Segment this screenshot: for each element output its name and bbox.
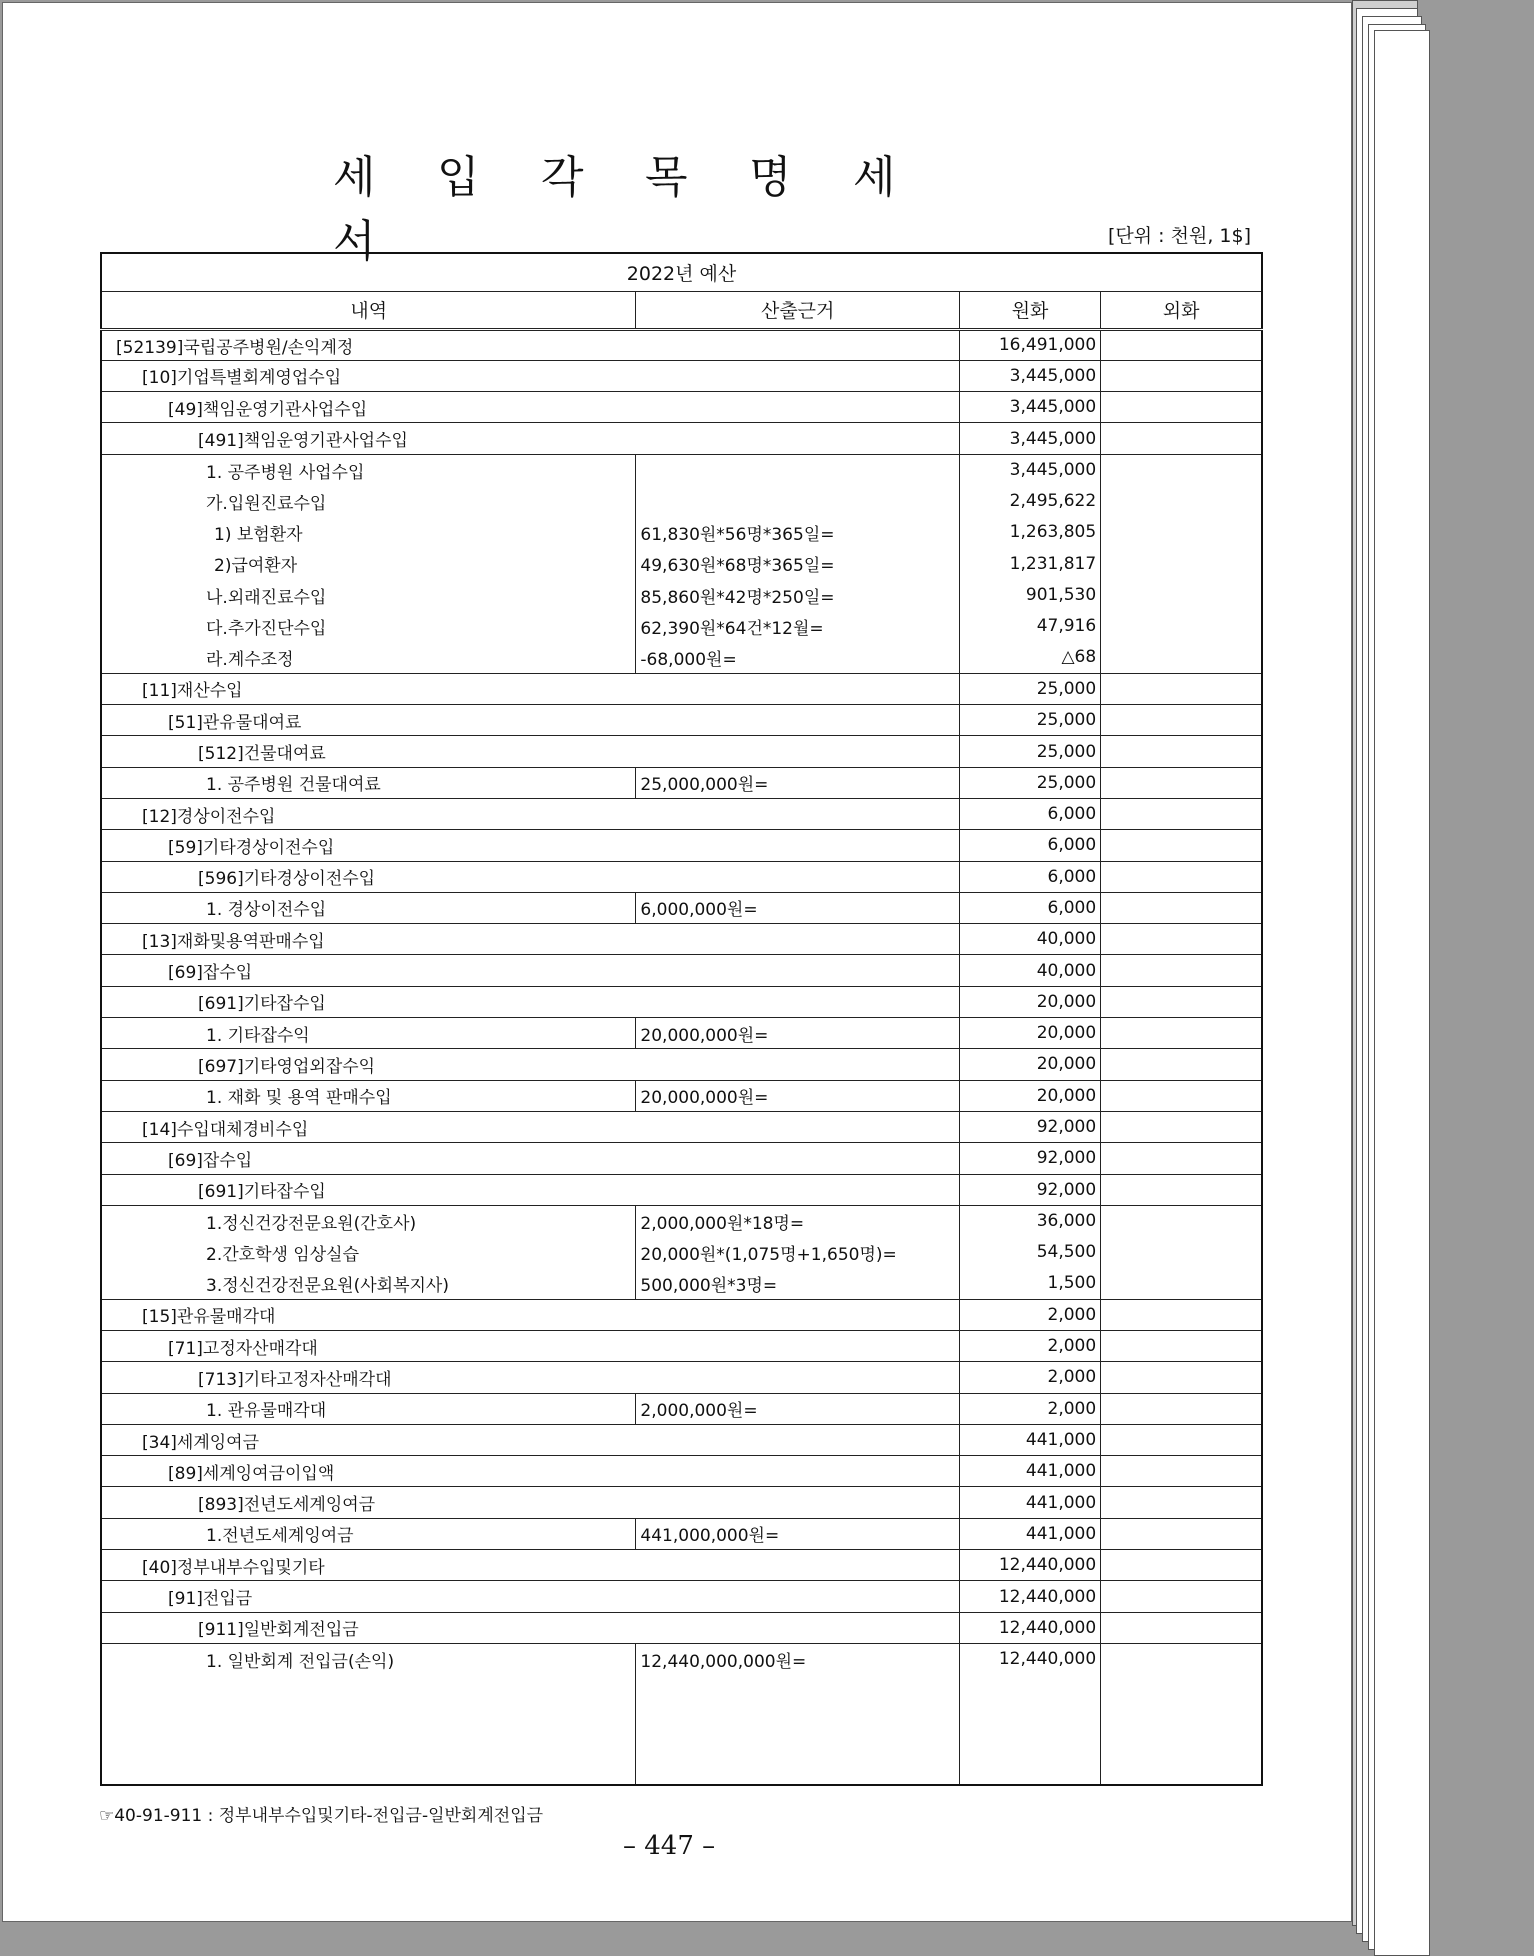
row-foreign [1101,1018,1262,1049]
table-row [101,892,1262,923]
row-krw: 441,000 [959,1424,1100,1455]
row-description: [49]책임운영기관사업수입 [101,392,959,423]
row-description: [14]수입대체경비수입 [101,1111,959,1142]
title-char: 세 [853,152,896,203]
row-foreign [1101,423,1262,454]
title-char: 명 [749,152,792,203]
row-foreign [1101,1268,1262,1299]
row-basis: 441,000,000원= [636,1518,960,1549]
row-basis: 61,830원*56명*365일= [636,517,960,548]
row-foreign [1101,579,1262,610]
row-description: [12]경상이전수입 [101,798,959,829]
row-foreign [1101,1111,1262,1142]
row-krw: 25,000 [959,673,1100,704]
table-row [101,1111,1262,1142]
table-row [101,673,1262,704]
table-row [101,423,1262,454]
row-krw: 20,000 [959,1018,1100,1049]
row-krw: 92,000 [959,1174,1100,1205]
row-basis [636,454,960,485]
table-row [101,517,1262,548]
row-foreign [1101,1581,1262,1612]
table-row [101,1299,1262,1330]
row-foreign [1101,360,1262,391]
table-row [101,485,1262,516]
row-krw: 36,000 [959,1205,1100,1236]
table-row [101,861,1262,892]
row-description: [15]관유물매각대 [101,1299,959,1330]
row-description: 1. 일반회계 전입금(손익) [101,1643,636,1674]
row-krw: 54,500 [959,1237,1100,1268]
row-foreign [1101,705,1262,736]
table-row [101,1643,1262,1674]
table-row [101,548,1262,579]
empty-cell [1101,1675,1262,1785]
row-krw: 6,000 [959,892,1100,923]
row-description: 2.간호학생 임상실습 [101,1237,636,1268]
row-description: 2)급여환자 [101,548,636,579]
row-foreign [1101,1487,1262,1518]
table-row [101,736,1262,767]
row-foreign [1101,1550,1262,1581]
row-krw: 1,500 [959,1268,1100,1299]
row-foreign [1101,673,1262,704]
row-krw: 25,000 [959,767,1100,798]
row-krw: 2,000 [959,1393,1100,1424]
row-basis [636,485,960,516]
header-foreign: 외화 [1101,291,1262,329]
row-description: [69]잡수입 [101,1143,959,1174]
row-krw: 3,445,000 [959,392,1100,423]
row-foreign [1101,517,1262,548]
row-foreign [1101,924,1262,955]
row-description: [893]전년도세계잉여금 [101,1487,959,1518]
row-description: [691]기타잡수입 [101,1174,959,1205]
row-krw: 16,491,000 [959,329,1100,360]
row-foreign [1101,798,1262,829]
table-row [101,955,1262,986]
budget-table [100,252,1263,1786]
row-description: 다.추가진단수입 [101,611,636,642]
row-description: [512]건물대여료 [101,736,959,767]
table-row [101,705,1262,736]
row-foreign [1101,1049,1262,1080]
table-row [101,1518,1262,1549]
row-krw: 441,000 [959,1487,1100,1518]
group-header: 2022년 예산 [101,253,1262,291]
row-foreign [1101,1612,1262,1643]
row-description: [59]기타경상이전수입 [101,830,959,861]
unit-label: [단위 : 천원, 1$] [1108,225,1251,247]
table-row [101,1174,1262,1205]
empty-cell [636,1675,960,1785]
title-char: 세 [333,152,376,203]
row-foreign [1101,1362,1262,1393]
row-foreign [1101,1080,1262,1111]
table-row [101,360,1262,391]
row-description: [71]고정자산매각대 [101,1331,959,1362]
title-char: 각 [541,152,584,203]
table-row [101,579,1262,610]
row-description: [52139]국립공주병원/손익계정 [101,329,959,360]
row-krw: 40,000 [959,955,1100,986]
row-foreign [1101,861,1262,892]
row-description: [10]기업특별회계영업수입 [101,360,959,391]
row-description: [911]일반회계전입금 [101,1612,959,1643]
row-foreign [1101,1205,1262,1236]
row-krw: 92,000 [959,1143,1100,1174]
table-row [101,1331,1262,1362]
table-filler-row [101,1675,1262,1785]
row-description: 3.정신건강전문요원(사회복지사) [101,1268,636,1299]
row-foreign [1101,1174,1262,1205]
table-row [101,924,1262,955]
row-basis: 62,390원*64건*12월= [636,611,960,642]
row-basis: 20,000,000원= [636,1018,960,1049]
table-row [101,1237,1262,1268]
table-row [101,454,1262,485]
table-row [101,1143,1262,1174]
row-krw: 47,916 [959,611,1100,642]
row-foreign [1101,1237,1262,1268]
row-krw: 2,000 [959,1331,1100,1362]
row-description: [51]관유물대여료 [101,705,959,736]
table-row [101,1581,1262,1612]
row-basis: 49,630원*68명*365일= [636,548,960,579]
row-krw: 901,530 [959,579,1100,610]
row-description: 1. 공주병원 사업수입 [101,454,636,485]
row-description: 가.입원진료수입 [101,485,636,516]
row-krw: 3,445,000 [959,423,1100,454]
row-krw: 25,000 [959,736,1100,767]
table-row [101,611,1262,642]
row-krw: 20,000 [959,1049,1100,1080]
row-krw: 40,000 [959,924,1100,955]
row-description: 1. 공주병원 건물대여료 [101,767,636,798]
header-description: 내역 [101,291,636,329]
row-krw: △68 [959,642,1100,673]
row-foreign [1101,329,1262,360]
table-row [101,1205,1262,1236]
empty-cell [959,1675,1100,1785]
row-krw: 6,000 [959,830,1100,861]
table-row [101,1268,1262,1299]
row-description: 1.정신건강전문요원(간호사) [101,1205,636,1236]
row-basis: 20,000원*(1,075명+1,650명)= [636,1237,960,1268]
row-basis: 500,000원*3명= [636,1268,960,1299]
row-krw: 3,445,000 [959,454,1100,485]
row-krw: 20,000 [959,986,1100,1017]
row-foreign [1101,892,1262,923]
row-description: [691]기타잡수입 [101,986,959,1017]
header-krw: 원화 [959,291,1100,329]
row-krw: 6,000 [959,798,1100,829]
row-description: [91]전입금 [101,1581,959,1612]
row-basis: 12,440,000,000원= [636,1643,960,1674]
row-krw: 1,231,817 [959,548,1100,579]
table-row [101,1362,1262,1393]
row-krw: 2,495,622 [959,485,1100,516]
row-krw: 12,440,000 [959,1550,1100,1581]
row-foreign [1101,548,1262,579]
row-krw: 12,440,000 [959,1581,1100,1612]
row-krw: 6,000 [959,861,1100,892]
row-description: [69]잡수입 [101,955,959,986]
row-krw: 441,000 [959,1518,1100,1549]
table-row [101,1456,1262,1487]
page-number: – 447 – [623,1831,716,1861]
page-title [333,141,1033,269]
row-foreign [1101,1456,1262,1487]
row-description: [34]세계잉여금 [101,1424,959,1455]
row-krw: 2,000 [959,1299,1100,1330]
title-char: 서 [333,216,376,267]
row-description: [596]기타경상이전수입 [101,861,959,892]
row-krw: 2,000 [959,1362,1100,1393]
row-foreign [1101,485,1262,516]
row-description: [491]책임운영기관사업수입 [101,423,959,454]
table-row [101,1612,1262,1643]
row-foreign [1101,830,1262,861]
row-foreign [1101,1299,1262,1330]
row-foreign [1101,611,1262,642]
table-row [101,798,1262,829]
table-row [101,329,1262,360]
row-foreign [1101,1424,1262,1455]
row-basis: -68,000원= [636,642,960,673]
footnote: ☞40-91-911 : 정부내부수입및기타-전입금-일반회계전입금 [99,1806,544,1826]
table-row [101,642,1262,673]
title-char: 목 [645,152,688,203]
table-row [101,1080,1262,1111]
row-krw: 20,000 [959,1080,1100,1111]
table-row [101,392,1262,423]
row-description: 1. 기타잡수익 [101,1018,636,1049]
table-row [101,1550,1262,1581]
row-description: 1. 관유물매각대 [101,1393,636,1424]
page-edge [1374,30,1430,1956]
row-basis: 6,000,000원= [636,892,960,923]
header-basis: 산출근거 [636,291,960,329]
row-krw: 1,263,805 [959,517,1100,548]
table-row [101,1424,1262,1455]
row-krw: 3,445,000 [959,360,1100,391]
row-basis: 85,860원*42명*250일= [636,579,960,610]
row-foreign [1101,392,1262,423]
row-description: [89]세계잉여금이입액 [101,1456,959,1487]
row-foreign [1101,767,1262,798]
title-char: 입 [437,152,480,203]
row-description: [40]정부내부수입및기타 [101,1550,959,1581]
row-foreign [1101,1393,1262,1424]
row-foreign [1101,736,1262,767]
row-description: 나.외래진료수입 [101,579,636,610]
page-stack-edges [1352,0,1534,1926]
row-description: 1.전년도세계잉여금 [101,1518,636,1549]
row-description: [11]재산수입 [101,673,959,704]
table-row [101,830,1262,861]
row-foreign [1101,986,1262,1017]
document-page [2,2,1352,1922]
row-basis: 25,000,000원= [636,767,960,798]
table-row [101,767,1262,798]
row-krw: 25,000 [959,705,1100,736]
row-description: [13]재화및용역판매수입 [101,924,959,955]
table-row [101,1393,1262,1424]
row-krw: 92,000 [959,1111,1100,1142]
row-krw: 12,440,000 [959,1612,1100,1643]
row-description: 라.계수조정 [101,642,636,673]
row-description: 1. 재화 및 용역 판매수입 [101,1080,636,1111]
row-description: 1. 경상이전수입 [101,892,636,923]
row-foreign [1101,1143,1262,1174]
row-foreign [1101,955,1262,986]
row-basis: 20,000,000원= [636,1080,960,1111]
table-row [101,986,1262,1017]
table-row [101,1487,1262,1518]
empty-cell [101,1675,636,1785]
row-krw: 441,000 [959,1456,1100,1487]
row-krw: 12,440,000 [959,1643,1100,1674]
row-basis: 2,000,000원= [636,1393,960,1424]
row-foreign [1101,642,1262,673]
row-description: 1) 보험환자 [101,517,636,548]
table-row [101,1049,1262,1080]
row-basis: 2,000,000원*18명= [636,1205,960,1236]
row-foreign [1101,454,1262,485]
row-foreign [1101,1331,1262,1362]
row-foreign [1101,1643,1262,1674]
row-description: [697]기타영업외잡수익 [101,1049,959,1080]
table-row [101,1018,1262,1049]
row-foreign [1101,1518,1262,1549]
row-description: [713]기타고정자산매각대 [101,1362,959,1393]
